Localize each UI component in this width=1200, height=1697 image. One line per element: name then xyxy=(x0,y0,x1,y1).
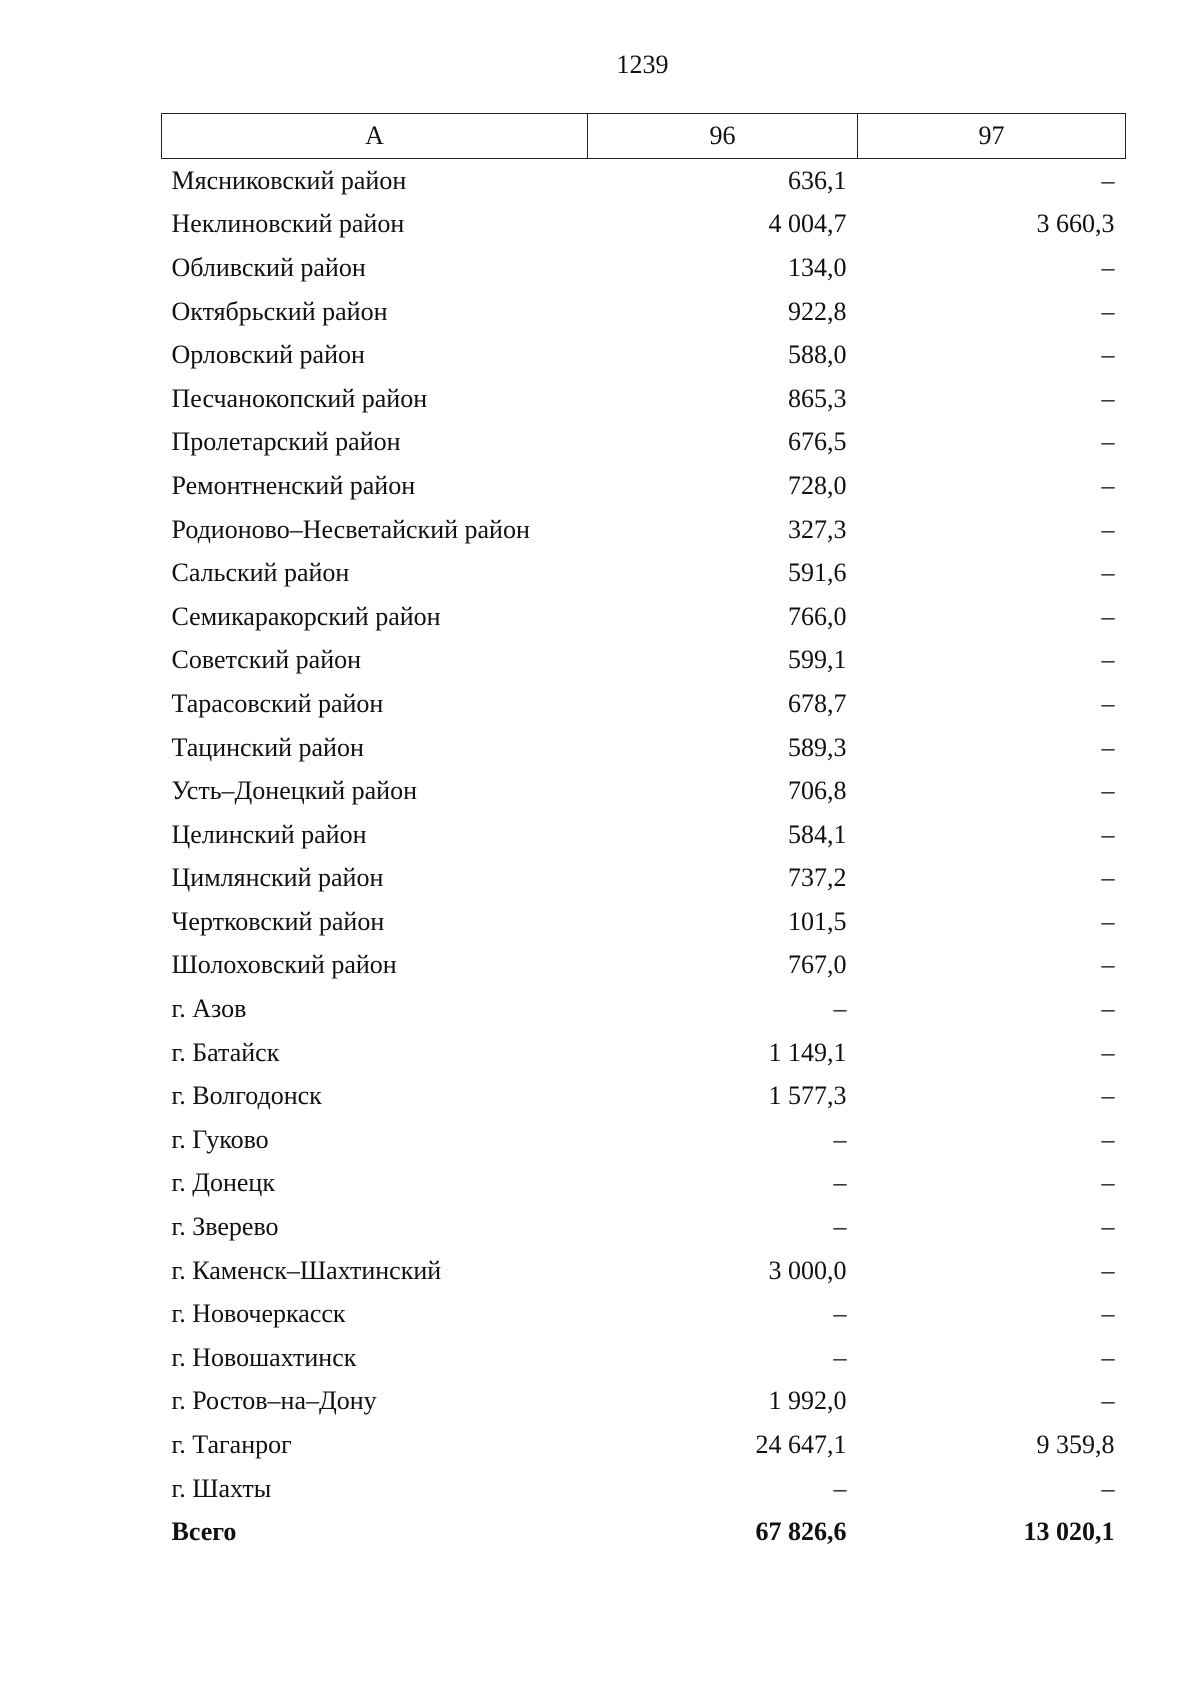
value-96-cell: 678,7 xyxy=(788,688,847,718)
value-96-cell: – xyxy=(833,1299,847,1329)
value-97-cell: – xyxy=(1101,819,1115,849)
row-name-cell: Шолоховский район xyxy=(171,950,397,980)
row-name-cell: Орловский район xyxy=(171,340,365,370)
row-name-cell: Сальский район xyxy=(171,558,350,588)
value-96-cell: 1 149,1 xyxy=(768,1037,847,1067)
row-name-cell: Цимлянский район xyxy=(171,863,384,893)
value-97-cell: 9 359,8 xyxy=(1036,1430,1115,1460)
value-97-cell: 3 660,3 xyxy=(1036,209,1115,239)
table-row xyxy=(162,1031,1126,1075)
table-row xyxy=(162,290,1126,334)
table-row xyxy=(162,1249,1126,1293)
value-96-cell: 737,2 xyxy=(788,863,847,893)
value-97-cell: – xyxy=(1101,383,1115,413)
table-body xyxy=(162,159,1126,1555)
table-header xyxy=(162,114,1126,159)
table-row xyxy=(162,159,1126,203)
value-97-cell: – xyxy=(1101,1124,1115,1154)
table-row xyxy=(162,944,1126,988)
value-96-cell: 706,8 xyxy=(788,776,847,806)
value-97-cell: – xyxy=(1101,863,1115,893)
row-name-cell: Мясниковский район xyxy=(171,165,407,195)
value-97-cell: – xyxy=(1101,252,1115,282)
table-row xyxy=(162,333,1126,377)
value-96-cell: 327,3 xyxy=(788,514,847,544)
value-96-cell: – xyxy=(833,1212,847,1242)
value-97-cell: – xyxy=(1101,165,1115,195)
table-row xyxy=(162,203,1126,247)
page-number: 1239 xyxy=(616,50,669,79)
row-name-cell: Тарасовский район xyxy=(171,688,384,718)
value-96-cell: 134,0 xyxy=(788,252,847,282)
value-96-cell: 922,8 xyxy=(788,296,847,326)
table-row xyxy=(162,551,1126,595)
value-97-cell: – xyxy=(1101,470,1115,500)
value-97-cell: – xyxy=(1101,1212,1115,1242)
value-96-cell: 865,3 xyxy=(788,383,847,413)
table-row xyxy=(162,1423,1126,1467)
value-96-cell: 67 826,6 xyxy=(755,1517,847,1547)
value-97-cell: – xyxy=(1101,776,1115,806)
table-row xyxy=(162,508,1126,552)
value-96-cell: 636,1 xyxy=(788,165,847,195)
value-97-cell: – xyxy=(1101,688,1115,718)
table-row xyxy=(162,377,1126,421)
value-96-cell: – xyxy=(833,1342,847,1372)
row-name-cell: Обливский район xyxy=(171,252,366,282)
value-97-cell: – xyxy=(1101,994,1115,1024)
table-row xyxy=(162,813,1126,857)
value-96-cell: 1 992,0 xyxy=(768,1386,847,1416)
row-name-cell: Ремонтненский район xyxy=(171,470,416,500)
row-name-cell: г. Новочеркасск xyxy=(171,1299,346,1329)
value-97-cell: – xyxy=(1101,1255,1115,1285)
value-96-cell: 3 000,0 xyxy=(768,1255,847,1285)
row-name-cell: Родионово–Несветайский район xyxy=(171,514,530,544)
row-name-cell: г. Гуково xyxy=(171,1124,269,1154)
row-name-cell: Песчанокопский район xyxy=(171,383,428,413)
value-97-cell: – xyxy=(1101,340,1115,370)
table-row xyxy=(162,639,1126,683)
value-96-cell: 101,5 xyxy=(788,906,847,936)
row-name-cell: Неклиновский район xyxy=(171,209,405,239)
table-row xyxy=(162,246,1126,290)
value-97-cell: – xyxy=(1101,645,1115,675)
value-96-cell: 766,0 xyxy=(788,601,847,631)
row-name-cell: Чертковский район xyxy=(171,906,385,936)
value-96-cell: – xyxy=(833,1168,847,1198)
column-header-96: 96 xyxy=(588,114,858,159)
value-97-cell: 13 020,1 xyxy=(1023,1517,1115,1547)
row-name-cell: г. Азов xyxy=(171,994,247,1024)
value-97-cell: – xyxy=(1101,732,1115,762)
value-96-cell: 728,0 xyxy=(788,470,847,500)
row-name-cell: Октябрьский район xyxy=(171,296,388,326)
row-name-cell: г. Батайск xyxy=(171,1037,280,1067)
row-name-cell: Всего xyxy=(171,1517,237,1547)
row-name-cell: Целинский район xyxy=(171,819,367,849)
table-row xyxy=(162,1380,1126,1424)
value-96-cell: – xyxy=(833,1473,847,1503)
value-97-cell: – xyxy=(1101,1037,1115,1067)
column-header-97: 97 xyxy=(858,114,1126,159)
table-row xyxy=(162,1336,1126,1380)
row-name-cell: Усть–Донецкий район xyxy=(171,776,417,806)
value-97-cell: – xyxy=(1101,950,1115,980)
row-name-cell: Семикаракорский район xyxy=(171,601,441,631)
value-97-cell: – xyxy=(1101,1342,1115,1372)
value-96-cell: 589,3 xyxy=(788,732,847,762)
row-name-cell: Советский район xyxy=(171,645,362,675)
value-96-cell: 4 004,7 xyxy=(768,209,847,239)
value-96-cell: – xyxy=(833,1124,847,1154)
row-name-cell: г. Волгодонск xyxy=(171,1081,322,1111)
table-row xyxy=(162,987,1126,1031)
value-96-cell: – xyxy=(833,994,847,1024)
table-row xyxy=(162,1292,1126,1336)
table-row xyxy=(162,1467,1126,1511)
row-name-cell: Пролетарский район xyxy=(171,427,401,457)
value-96-cell: 584,1 xyxy=(788,819,847,849)
value-96-cell: 676,5 xyxy=(788,427,847,457)
total-row xyxy=(162,1510,1126,1554)
row-name-cell: г. Шахты xyxy=(171,1473,272,1503)
row-name-cell: г. Зверево xyxy=(171,1212,279,1242)
value-96-cell: 591,6 xyxy=(788,558,847,588)
value-97-cell: – xyxy=(1101,514,1115,544)
row-name-cell: г. Ростов–на–Дону xyxy=(171,1386,377,1416)
table-row xyxy=(162,1205,1126,1249)
value-96-cell: 767,0 xyxy=(788,950,847,980)
value-97-cell: – xyxy=(1101,1386,1115,1416)
value-96-cell: 1 577,3 xyxy=(768,1081,847,1111)
value-97-cell: – xyxy=(1101,427,1115,457)
value-97-cell: – xyxy=(1101,558,1115,588)
value-97-cell: – xyxy=(1101,1081,1115,1111)
value-97-cell: – xyxy=(1101,1168,1115,1198)
table-row xyxy=(162,682,1126,726)
value-97-cell: – xyxy=(1101,296,1115,326)
table-row xyxy=(162,1118,1126,1162)
value-97-cell: – xyxy=(1101,906,1115,936)
value-97-cell: – xyxy=(1101,1299,1115,1329)
value-96-cell: 588,0 xyxy=(788,340,847,370)
row-name-cell: г. Таганрог xyxy=(171,1430,292,1460)
row-name-cell: Тацинский район xyxy=(171,732,364,762)
column-header-a: А xyxy=(162,114,588,159)
table-row xyxy=(162,595,1126,639)
table-row xyxy=(162,464,1126,508)
table-row xyxy=(162,857,1126,901)
value-96-cell: 24 647,1 xyxy=(755,1430,847,1460)
value-96-cell: 599,1 xyxy=(788,645,847,675)
table-row xyxy=(162,900,1126,944)
budget-table xyxy=(161,113,1126,1554)
table-row xyxy=(162,421,1126,465)
header-row xyxy=(162,114,1126,159)
row-name-cell: г. Каменск–Шахтинский xyxy=(171,1255,442,1285)
row-name-cell: г. Донецк xyxy=(171,1168,275,1198)
row-name-cell: г. Новошахтинск xyxy=(171,1342,357,1372)
value-97-cell: – xyxy=(1101,601,1115,631)
table-row xyxy=(162,726,1126,770)
table-row xyxy=(162,1162,1126,1206)
table-row xyxy=(162,1074,1126,1118)
table-row xyxy=(162,769,1126,813)
value-97-cell: – xyxy=(1101,1473,1115,1503)
